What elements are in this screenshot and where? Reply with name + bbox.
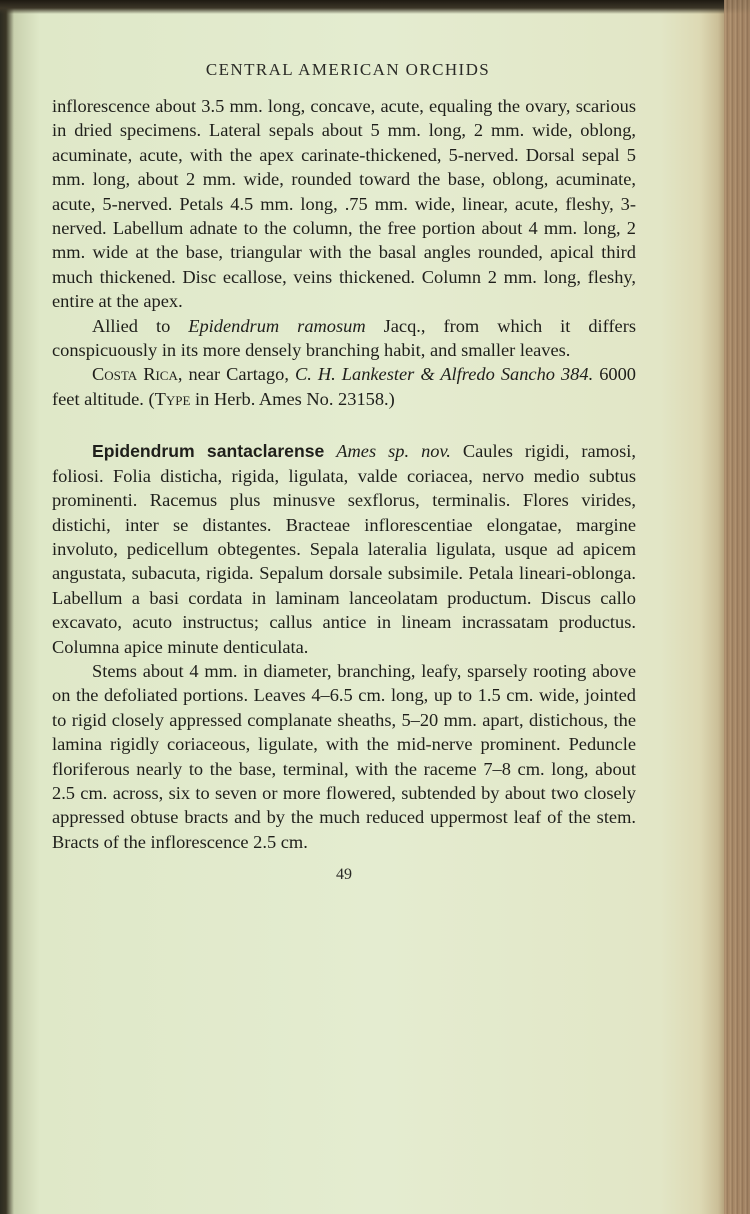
paragraph-latin-diagnosis — [52, 439, 636, 659]
herbarium-number: in Herb. Ames No. 23158.) — [190, 388, 395, 409]
species-name: Epidendrum santaclarense — [92, 441, 325, 462]
section-gap — [52, 411, 636, 439]
latin-diagnosis-text: Caules rigidi, ramosi, foliosi. Folia disticha, rigida, ligulata, valde coriacea, nervo medio subtus prominenti. Racemus plus minusve sexflorus, terminalis. Flores virides, distichi, inter se distantes. Bracteae inflorescentiae elongatae, margine involuto, pedicellum obtegentes. Sepala lateralia ligulata, usque ad apicem angustata, subacuta, rigida. Sepalum dorsale subsimile. Petala lineari-oblonga. Labellum a basi cordata in laminam lanceolatam productum. Discus callo excavato, acuto instructus; callus antice in lineam incrassatam productus. Columna apice minute denticulata. — [52, 441, 636, 657]
type-label: Type — [154, 388, 191, 409]
locality-altitude: 6000 feet altitude. ( — [52, 364, 636, 409]
book-page-edges — [724, 0, 750, 1214]
paragraph-affinity — [52, 314, 636, 363]
paragraph-description-continued: inflorescence about 3.5 mm. long, concave, acute, equaling the ovary, scarious in dried specimens. Lateral sepals about 5 mm. long, 2 mm. wide, oblong, acuminate, acute, with the apex carinate-thickened, 5-nerved. Dorsal sepal 5 mm. long, about 2 mm. wide, rounded toward the base, oblong, acuminate, acute, 5-nerved. Petals 4.5 mm. long, .75 mm. wide, linear, acute, fleshy, 3-nerved. Labellum adnate to the column, the free portion about 4 mm. long, 2 mm. wide at the base, triangular with the basal angles rounded, apical third much thickened. Disc ecallose, veins thickened. Column 2 mm. long, fleshy, entire at the apex. — [52, 96, 636, 312]
species-author: Ames sp. nov. — [336, 441, 451, 462]
paragraph-locality — [52, 362, 636, 411]
collectors: C. H. Lankester & Alfredo Sancho 384. — [294, 364, 594, 385]
paragraph-english-description: Stems about 4 mm. in diameter, branching, leafy, sparsely rooting above on the defoliated portions. Leaves 4–6.5 cm. long, up to 1.5 cm. wide, jointed to rigid closely appressed complanate sheaths, 5–20 mm. apart, distichous, the lamina rigidly coriaceous, ligulate, with the mid-nerve prominent. Peduncle floriferous nearly to the base, terminal, with the raceme 7–8 cm. long, about 2.5 cm. across, six to seven or more flowered, subtended by about two closely appressed obtuse bracts and by the much reduced uppermost leaf of the stem. Bracts of the inflorescence 2.5 cm. — [52, 660, 636, 852]
scan-top-shadow — [0, 0, 750, 14]
running-head: CENTRAL AMERICAN ORCHIDS — [205, 60, 491, 79]
affinity-text-c: Jacq., from which it differs conspicuously in its more densely branching habit, and smaller leaves. — [52, 315, 637, 361]
species-reference: Epidendrum ramosum — [188, 315, 366, 336]
locality-country: Costa Rica — [92, 364, 178, 385]
locality-place: , near Cartago, — [177, 364, 295, 385]
page-number: 49 — [336, 866, 352, 884]
affinity-text-a: Allied to — [92, 315, 189, 336]
book-page — [52, 60, 636, 884]
